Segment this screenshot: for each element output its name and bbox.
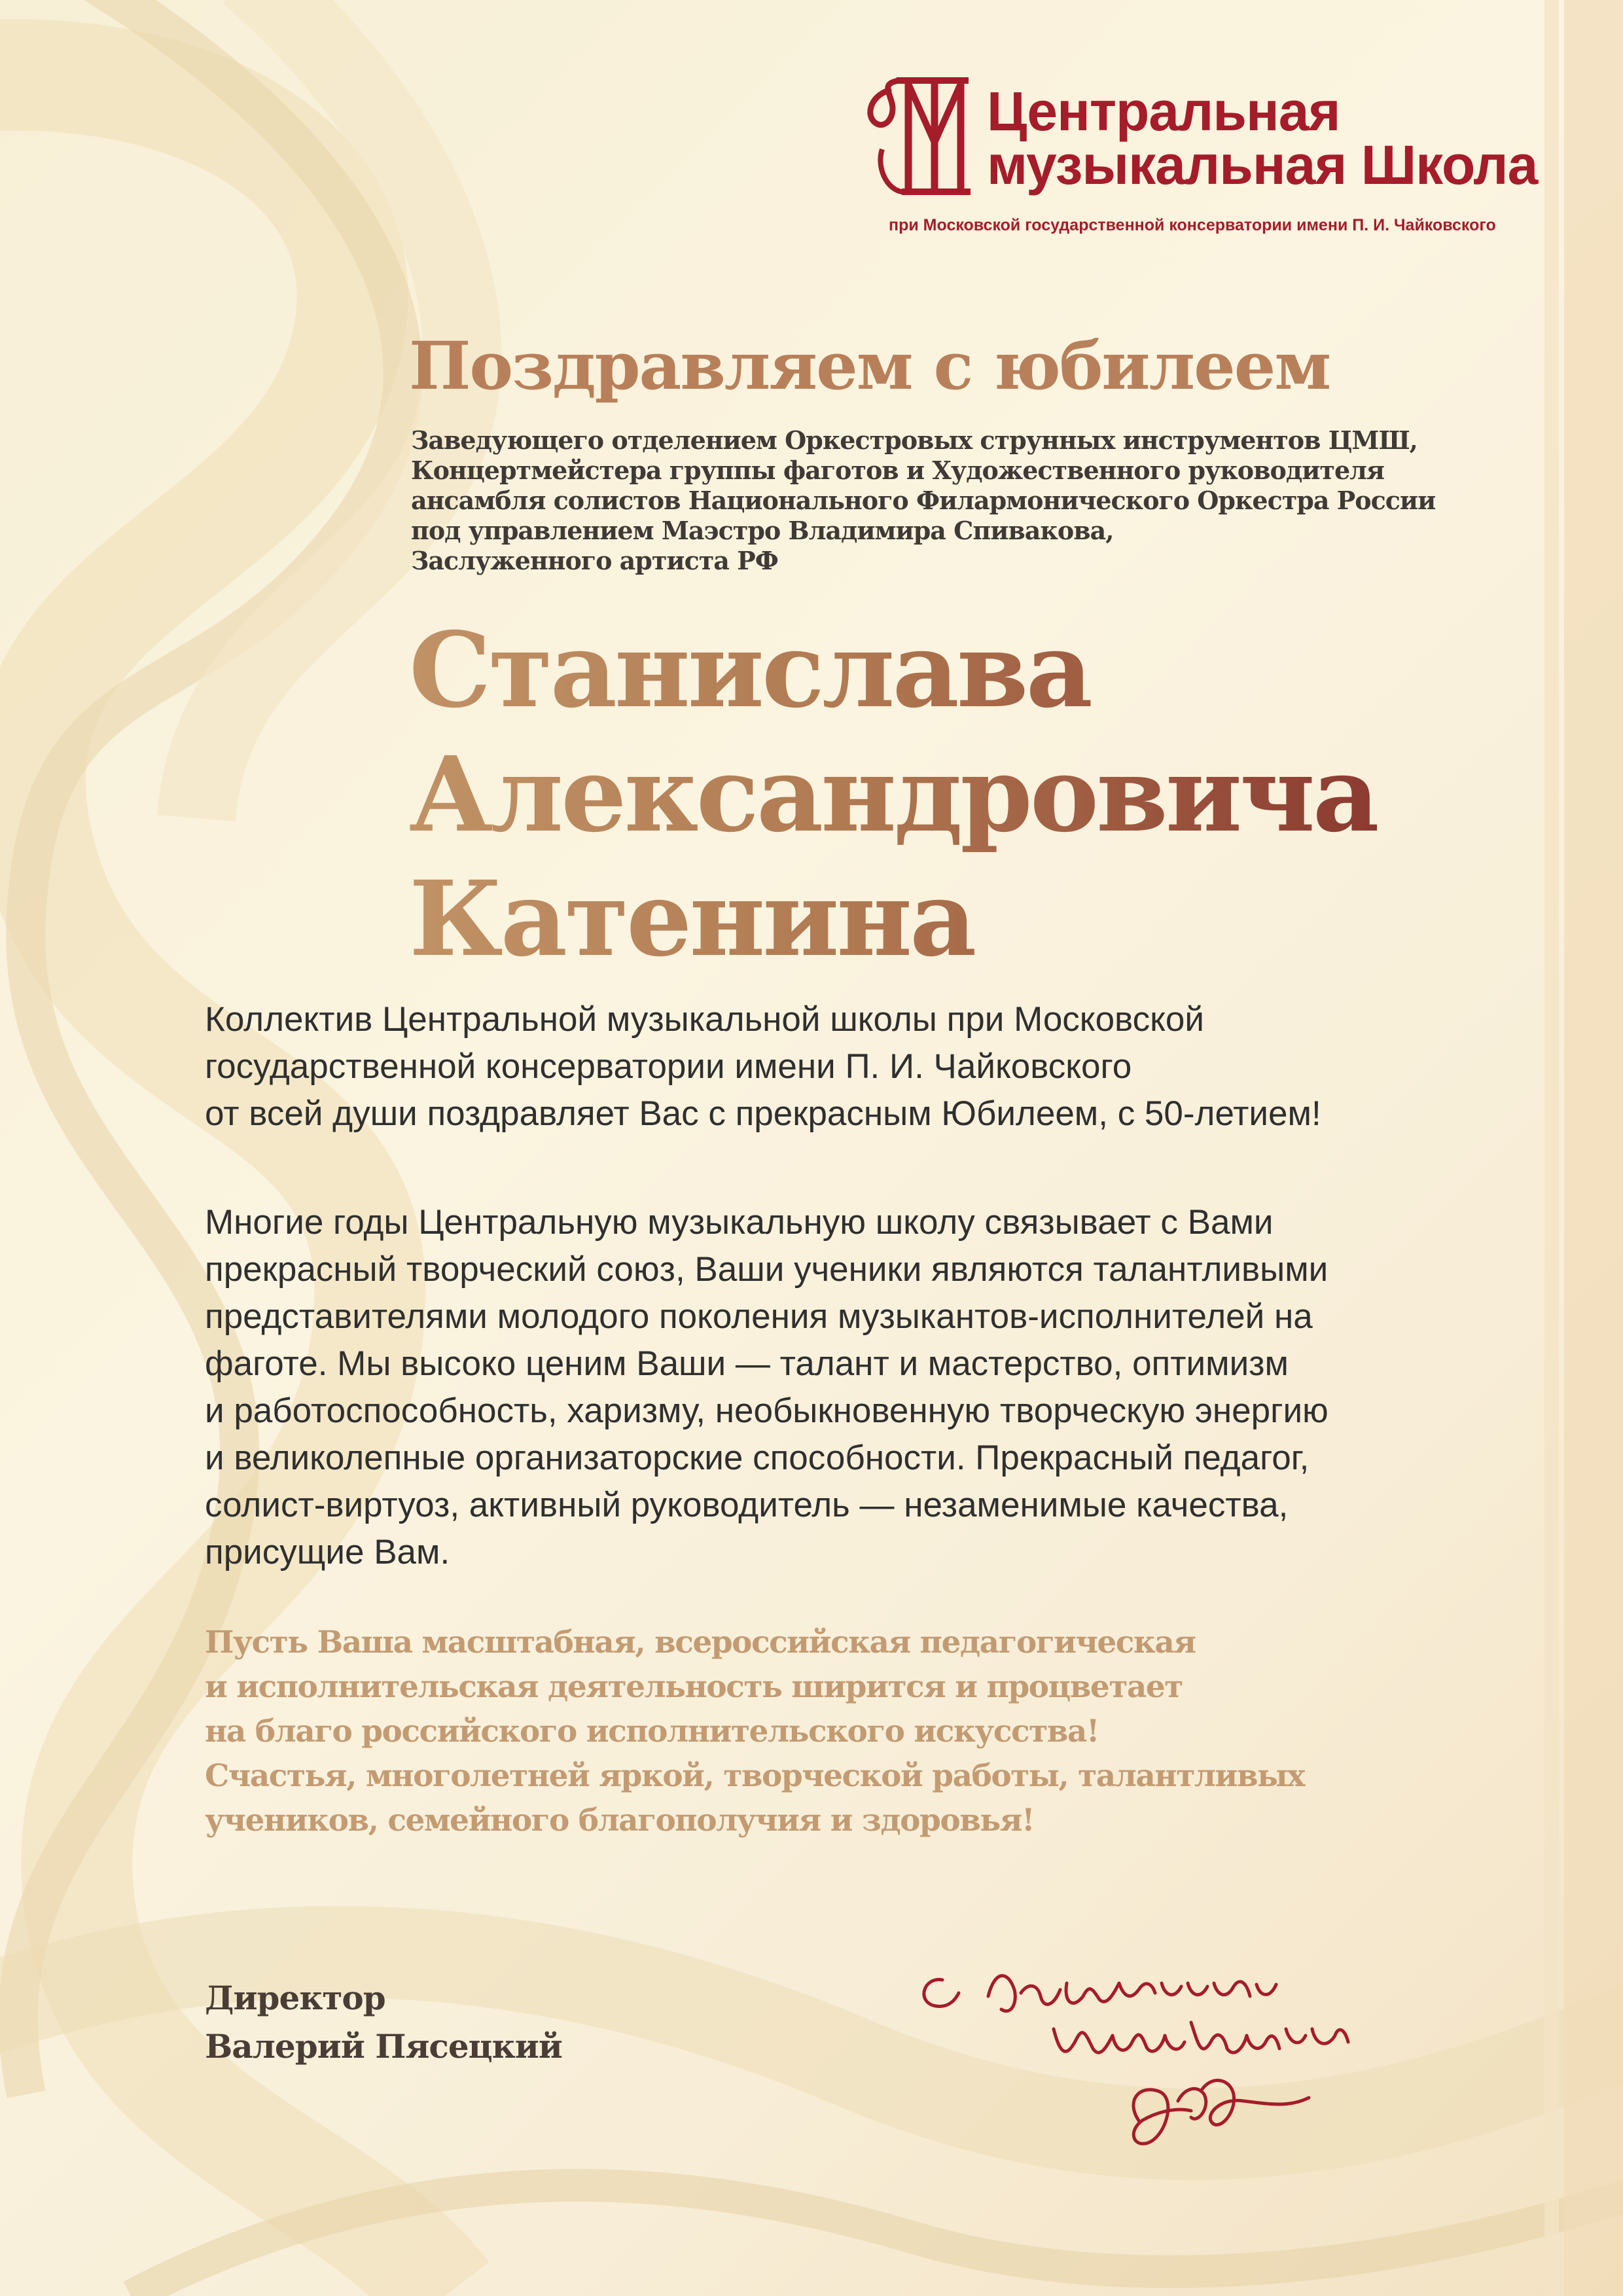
position-line: Концертмейстера группы фаготов и Художественного руководителя <box>411 456 1384 485</box>
wish-line: Счастья, многолетней яркой, творческой работы, талантливых <box>205 1758 1305 1794</box>
body-line: присущие Вам. <box>205 1533 450 1571</box>
logo-title-line2: музыкальная Школа <box>987 134 1538 196</box>
body-line: Коллектив Центральной музыкальной школы при Московской <box>205 1000 1204 1039</box>
logo-title-line1: Центральная <box>987 81 1340 142</box>
headline: Поздравляем с юбилеем <box>409 327 1330 404</box>
honoree-last-name: Катенина <box>409 857 1377 982</box>
position-line: ансамбля солистов Национального Филармонического Оркестра России <box>411 486 1436 515</box>
handwritten-signature <box>903 1944 1414 2166</box>
wish-line: на благо российского исполнительского искусства! <box>205 1713 1099 1749</box>
wish-line: учеников, семейного благополучия и здоровья! <box>205 1803 1035 1839</box>
body-line: от всей души поздравляет Вас с прекрасным Юбилеем, с 50-летием! <box>205 1094 1321 1133</box>
body-line: солист-виртуоз, активный руководитель — незаменимые качества, <box>205 1486 1289 1524</box>
body-line: и великолепные организаторские способности. Прекрасный педагог, <box>205 1439 1310 1477</box>
body-line: и работоспособность, харизму, необыкновенную творческую энергию <box>205 1391 1329 1430</box>
greeting-paragraph-2 <box>205 1199 1514 1576</box>
background-right-band <box>1544 0 1559 2296</box>
honoree-first-name: Станислава <box>409 609 1377 733</box>
director-name: Валерий Пясецкий <box>205 2027 562 2066</box>
body-line: государственной консерватории имени П. И. Чайковского <box>205 1047 1132 1086</box>
wishes-paragraph <box>205 1621 1304 1843</box>
honoree-positions <box>411 425 1524 576</box>
body-line: Многие годы Центральную музыкальную школу связывает с Вами <box>205 1203 1274 1242</box>
body-line: прекрасный творческий союз, Ваши ученики являются талантливыми <box>205 1250 1329 1289</box>
background-right-band <box>1564 0 1623 2296</box>
director-block <box>205 1974 562 2071</box>
director-title: Директор <box>205 1979 385 2017</box>
body-line: фаготе. Мы высоко ценим Ваши — талант и мастерство, оптимизм <box>205 1344 1289 1383</box>
logo-subtitle: при Московской государственной консерватории имени П. И. Чайковского <box>889 216 1496 234</box>
honoree-name <box>409 609 1377 982</box>
cms-monogram-icon <box>863 71 984 202</box>
position-line: Заведующего отделением Оркестровых струнных инструментов ЦМШ, <box>411 425 1418 455</box>
position-line: Заслуженного артиста РФ <box>411 546 778 575</box>
wish-line: Пусть Ваша масштабная, всероссийская педагогическая <box>205 1624 1196 1660</box>
wish-line: и исполнительская деятельность ширится и процветает <box>205 1669 1183 1705</box>
honoree-patronymic: Александровича <box>409 733 1377 857</box>
position-line: под управлением Маэстро Владимира Спивакова, <box>411 516 1114 545</box>
school-logo <box>863 71 1538 241</box>
greeting-paragraph-1 <box>205 996 1514 1138</box>
body-line: представителями молодого поколения музыкантов-исполнителей на <box>205 1297 1313 1336</box>
